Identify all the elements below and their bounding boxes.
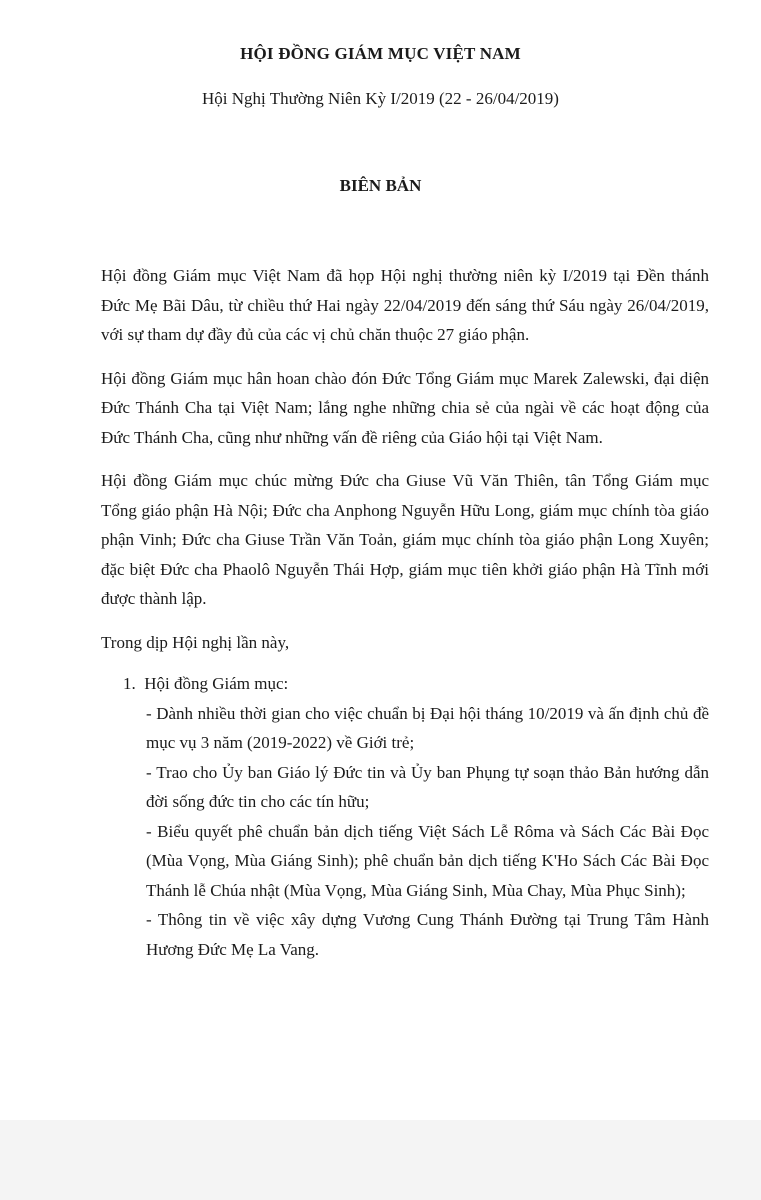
list-item: - Thông tin về việc xây dựng Vương Cung Thánh Đường tại Trung Tâm Hành Hương Đức Mẹ La Vang.	[146, 910, 709, 959]
list-item: - Dành nhiều thời gian cho việc chuẩn bị Đại hội tháng 10/2019 và ấn định chủ đề mục vụ 3 năm (2019-2022) về Giới trẻ;	[146, 703, 709, 752]
paragraph-nuncio: Hội đồng Giám mục hân hoan chào đón Đức Tổng Giám mục Marek Zalewski, đại diện Đức Thánh Cha tại Việt Nam; lắng nghe những chia sẻ của ngài về các hoạt động của Đức Thánh Cha, cũng như những vấn đề riêng của Giáo hội tại Việt Nam.	[101, 368, 709, 447]
document-body	[101, 261, 709, 964]
scan-bottom-shade	[0, 1120, 761, 1200]
organization-title: HỘI ĐỒNG GIÁM MỤC VIỆT NAM	[240, 44, 521, 63]
list-item: - Biểu quyết phê chuẩn bản dịch tiếng Việt Sách Lễ Rôma và Sách Các Bài Đọc (Mùa Vọng, Mùa Giáng Sinh); phê chuẩn bản dịch tiếng K'Ho Sách Các Bài Đọc Thánh lễ Chúa nhật (Mùa Vọng, Mùa Giáng Sinh, Mùa Chay, Mùa Phục Sinh);	[146, 821, 709, 900]
section-1-heading: 1. Hội đồng Giám mục:	[123, 674, 289, 693]
paragraph-intro: Trong dịp Hội nghị lần này,	[101, 632, 290, 652]
session-subtitle: Hội Nghị Thường Niên Kỳ I/2019 (22 - 26/04/2019)	[202, 89, 559, 108]
list-item: - Trao cho Ủy ban Giáo lý Đức tin và Ủy ban Phụng tự soạn thảo Bản hướng dẫn đời sống đức tin cho các tín hữu;	[146, 762, 709, 811]
document-title: BIÊN BẢN	[339, 176, 422, 195]
paragraph-congratulations: Hội đồng Giám mục chúc mừng Đức cha Giuse Vũ Văn Thiên, tân Tổng Giám mục Tổng giáo phận Hà Nội; Đức cha Anphong Nguyễn Hữu Long, giám mục chính tòa giáo phận Vinh; Đức cha Giuse Trần Văn Toản, giám mục chính tòa giáo phận Long Xuyên; đặc biệt Đức cha Phaolô Nguyễn Thái Hợp, giám mục tiên khởi giáo phận Hà Tĩnh mới được thành lập.	[101, 471, 709, 608]
paragraph-opening: Hội đồng Giám mục Việt Nam đã họp Hội nghị thường niên kỳ I/2019 tại Đền thánh Đức Mẹ Bãi Dâu, từ chiều thứ Hai ngày 22/04/2019 đến sáng thứ Sáu ngày 26/04/2019, với sự tham dự đầy đủ của các vị chủ chăn thuộc 27 giáo phận.	[101, 266, 709, 344]
section-1	[101, 669, 709, 964]
